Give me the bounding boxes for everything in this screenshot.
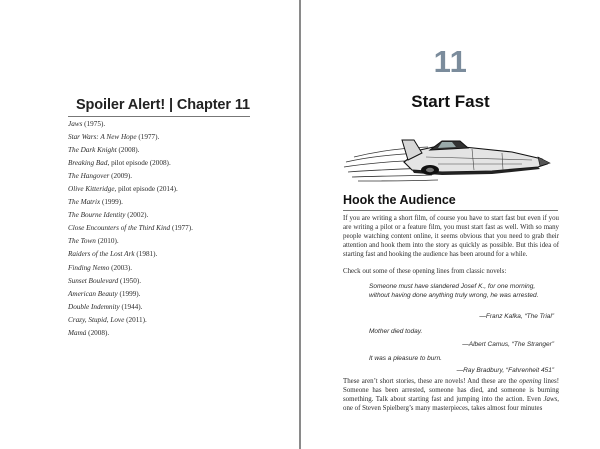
film-title: The Town [68,237,96,246]
film-list-item [68,118,268,131]
film-title: American Beauty [68,289,118,298]
film-list-item [68,183,268,196]
film-note: (1944). [119,302,143,311]
film-note: (1950). [118,276,142,285]
quote-camus: Mother died today. [369,328,423,335]
film-title: The Bourne Identity [68,211,126,220]
para-text: , one of Steven Spielberg’s many masterpieces, takes almost four minutes [343,395,559,412]
film-title: Olive Kitteridge [68,185,115,194]
para-film-title: Jaws [543,395,558,403]
film-list-item [68,170,268,183]
film-note: (2010). [95,237,119,246]
film-title: Breaking Bad [68,159,108,168]
film-list-item [68,235,268,248]
film-note: (1999). [117,289,141,298]
film-list-item [68,301,268,314]
film-list-item [68,157,268,170]
film-note: , pilot episode (2014). [114,185,178,194]
film-title: Raiders of the Lost Ark [68,250,135,259]
section-heading: Hook the Audience [343,193,456,207]
para-text: These aren’t short stories, these are novels! And these are the [343,378,520,385]
film-note: (2008). [86,328,110,337]
body-paragraph-check-out: Check out some of these opening lines from classic novels: [343,268,507,275]
film-title: Crazy, Stupid, Love [68,315,125,324]
film-list [68,118,268,340]
film-list-item [68,288,268,301]
film-list-item [68,196,268,209]
film-list-item [68,248,268,261]
film-title: Star Wars: A New Hope [68,133,137,142]
film-note: (1981). [134,250,158,259]
attribution-camus: —Albert Camus, “The Stranger” [462,341,554,348]
film-title: Close Encounters of the Third Kind [68,224,171,233]
left-page [0,0,299,449]
film-note: (1999). [100,198,123,207]
film-title: The Matrix [68,198,101,207]
film-list-item [68,209,268,222]
film-note: (2003). [109,263,133,272]
film-list-item [68,314,268,327]
quote-bradbury: It was a pleasure to burn. [369,355,442,362]
film-note: , pilot episode (2008). [107,159,171,168]
film-note: (2011). [124,315,147,324]
film-list-item [68,144,268,157]
film-title: The Dark Knight [68,146,117,155]
film-note: (2008). [116,146,140,155]
film-note: (1977). [136,133,160,142]
film-title: Jaws [68,120,83,128]
film-list-item [68,222,268,235]
film-list-item [68,131,268,144]
body-paragraph-intro: If you are writing a short film, of course you have to start fast but even if you are writing a pilot or a feature film, you must start fast as well. With so many people watching content online, it seems obvious that you need to grab their attention and hook them into the story as quickly as possible. But this idea of starting fast and hooking the audience has been around for a while. [343,215,559,258]
film-note: (1977). [170,224,193,233]
film-title: Mamá [68,328,87,337]
film-title: Sunset Boulevard [68,276,119,285]
film-note: (2002). [125,211,149,220]
para-emphasis: opening [519,378,542,385]
right-page [301,0,600,449]
para-text: lines! Someone has been arrested, someone has died, and someone is burning something. Talk about starting fast and jumping into the action. Even [343,378,559,403]
section-rule [343,210,558,211]
attribution-bradbury: —Ray Bradbury, “Fahrenheit 451” [456,367,554,374]
quote-kafka: Someone must have slandered Josef K., for one morning, without having done anything truly wrong, he was arrested. [369,283,539,299]
film-list-item [68,262,268,275]
chapter-title: Start Fast [411,92,490,111]
body-paragraph-novels [343,378,559,414]
film-note: (1975). [82,120,106,128]
film-list-item [68,327,268,340]
spoiler-alert-heading: Spoiler Alert! | Chapter 11 [75,97,250,113]
attribution-kafka: —Franz Kafka, “The Trial” [479,313,554,320]
film-list-item [68,275,268,288]
heading-rule [68,116,250,117]
race-car-icon [342,126,552,186]
film-title: The Hangover [68,172,110,181]
film-title: Double Indemnity [68,302,120,311]
film-title: Finding Nemo [68,263,110,272]
chapter-number: 11 [433,44,468,79]
film-note: (2009). [109,172,133,181]
